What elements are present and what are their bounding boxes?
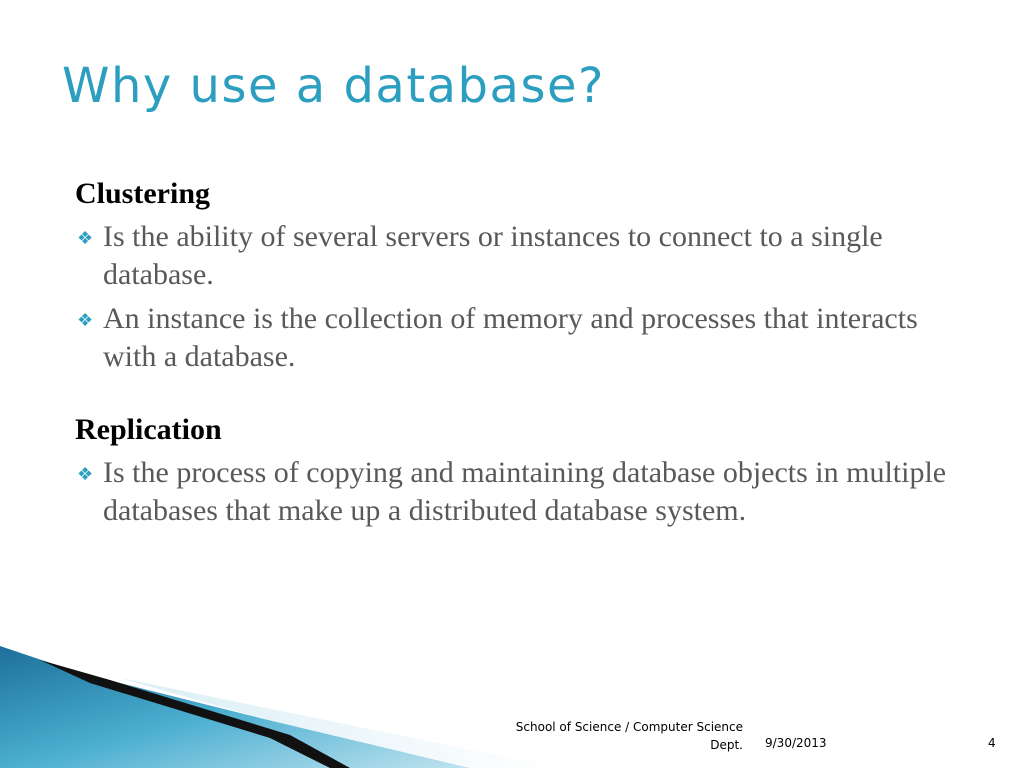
footer-date: 9/30/2013 (765, 736, 827, 750)
bullet-item (75, 454, 975, 530)
slide-content (75, 176, 975, 530)
diamond-bullet-icon: ❖ (77, 228, 94, 248)
bullet-item (75, 300, 975, 376)
diamond-bullet-icon: ❖ (77, 310, 94, 330)
footer-organization: School of Science / Computer Science Dept. (515, 720, 743, 752)
replication-bullets (75, 454, 975, 530)
bullet-text: Is the ability of several servers or instances to connect to a single database. (103, 220, 883, 291)
bullet-item (75, 218, 975, 294)
slide-title: Why use a database? (62, 58, 605, 114)
footer-page-number: 4 (988, 736, 996, 750)
clustering-bullets (75, 218, 975, 376)
section-heading-clustering: Clustering (75, 177, 210, 210)
bullet-text: An instance is the collection of memory and processes that interacts with a database. (103, 302, 918, 373)
diamond-bullet-icon: ❖ (77, 464, 94, 484)
section-heading-replication: Replication (75, 413, 222, 446)
bullet-text: Is the process of copying and maintaining database objects in multiple databases that make up a distributed database system. (103, 456, 947, 527)
